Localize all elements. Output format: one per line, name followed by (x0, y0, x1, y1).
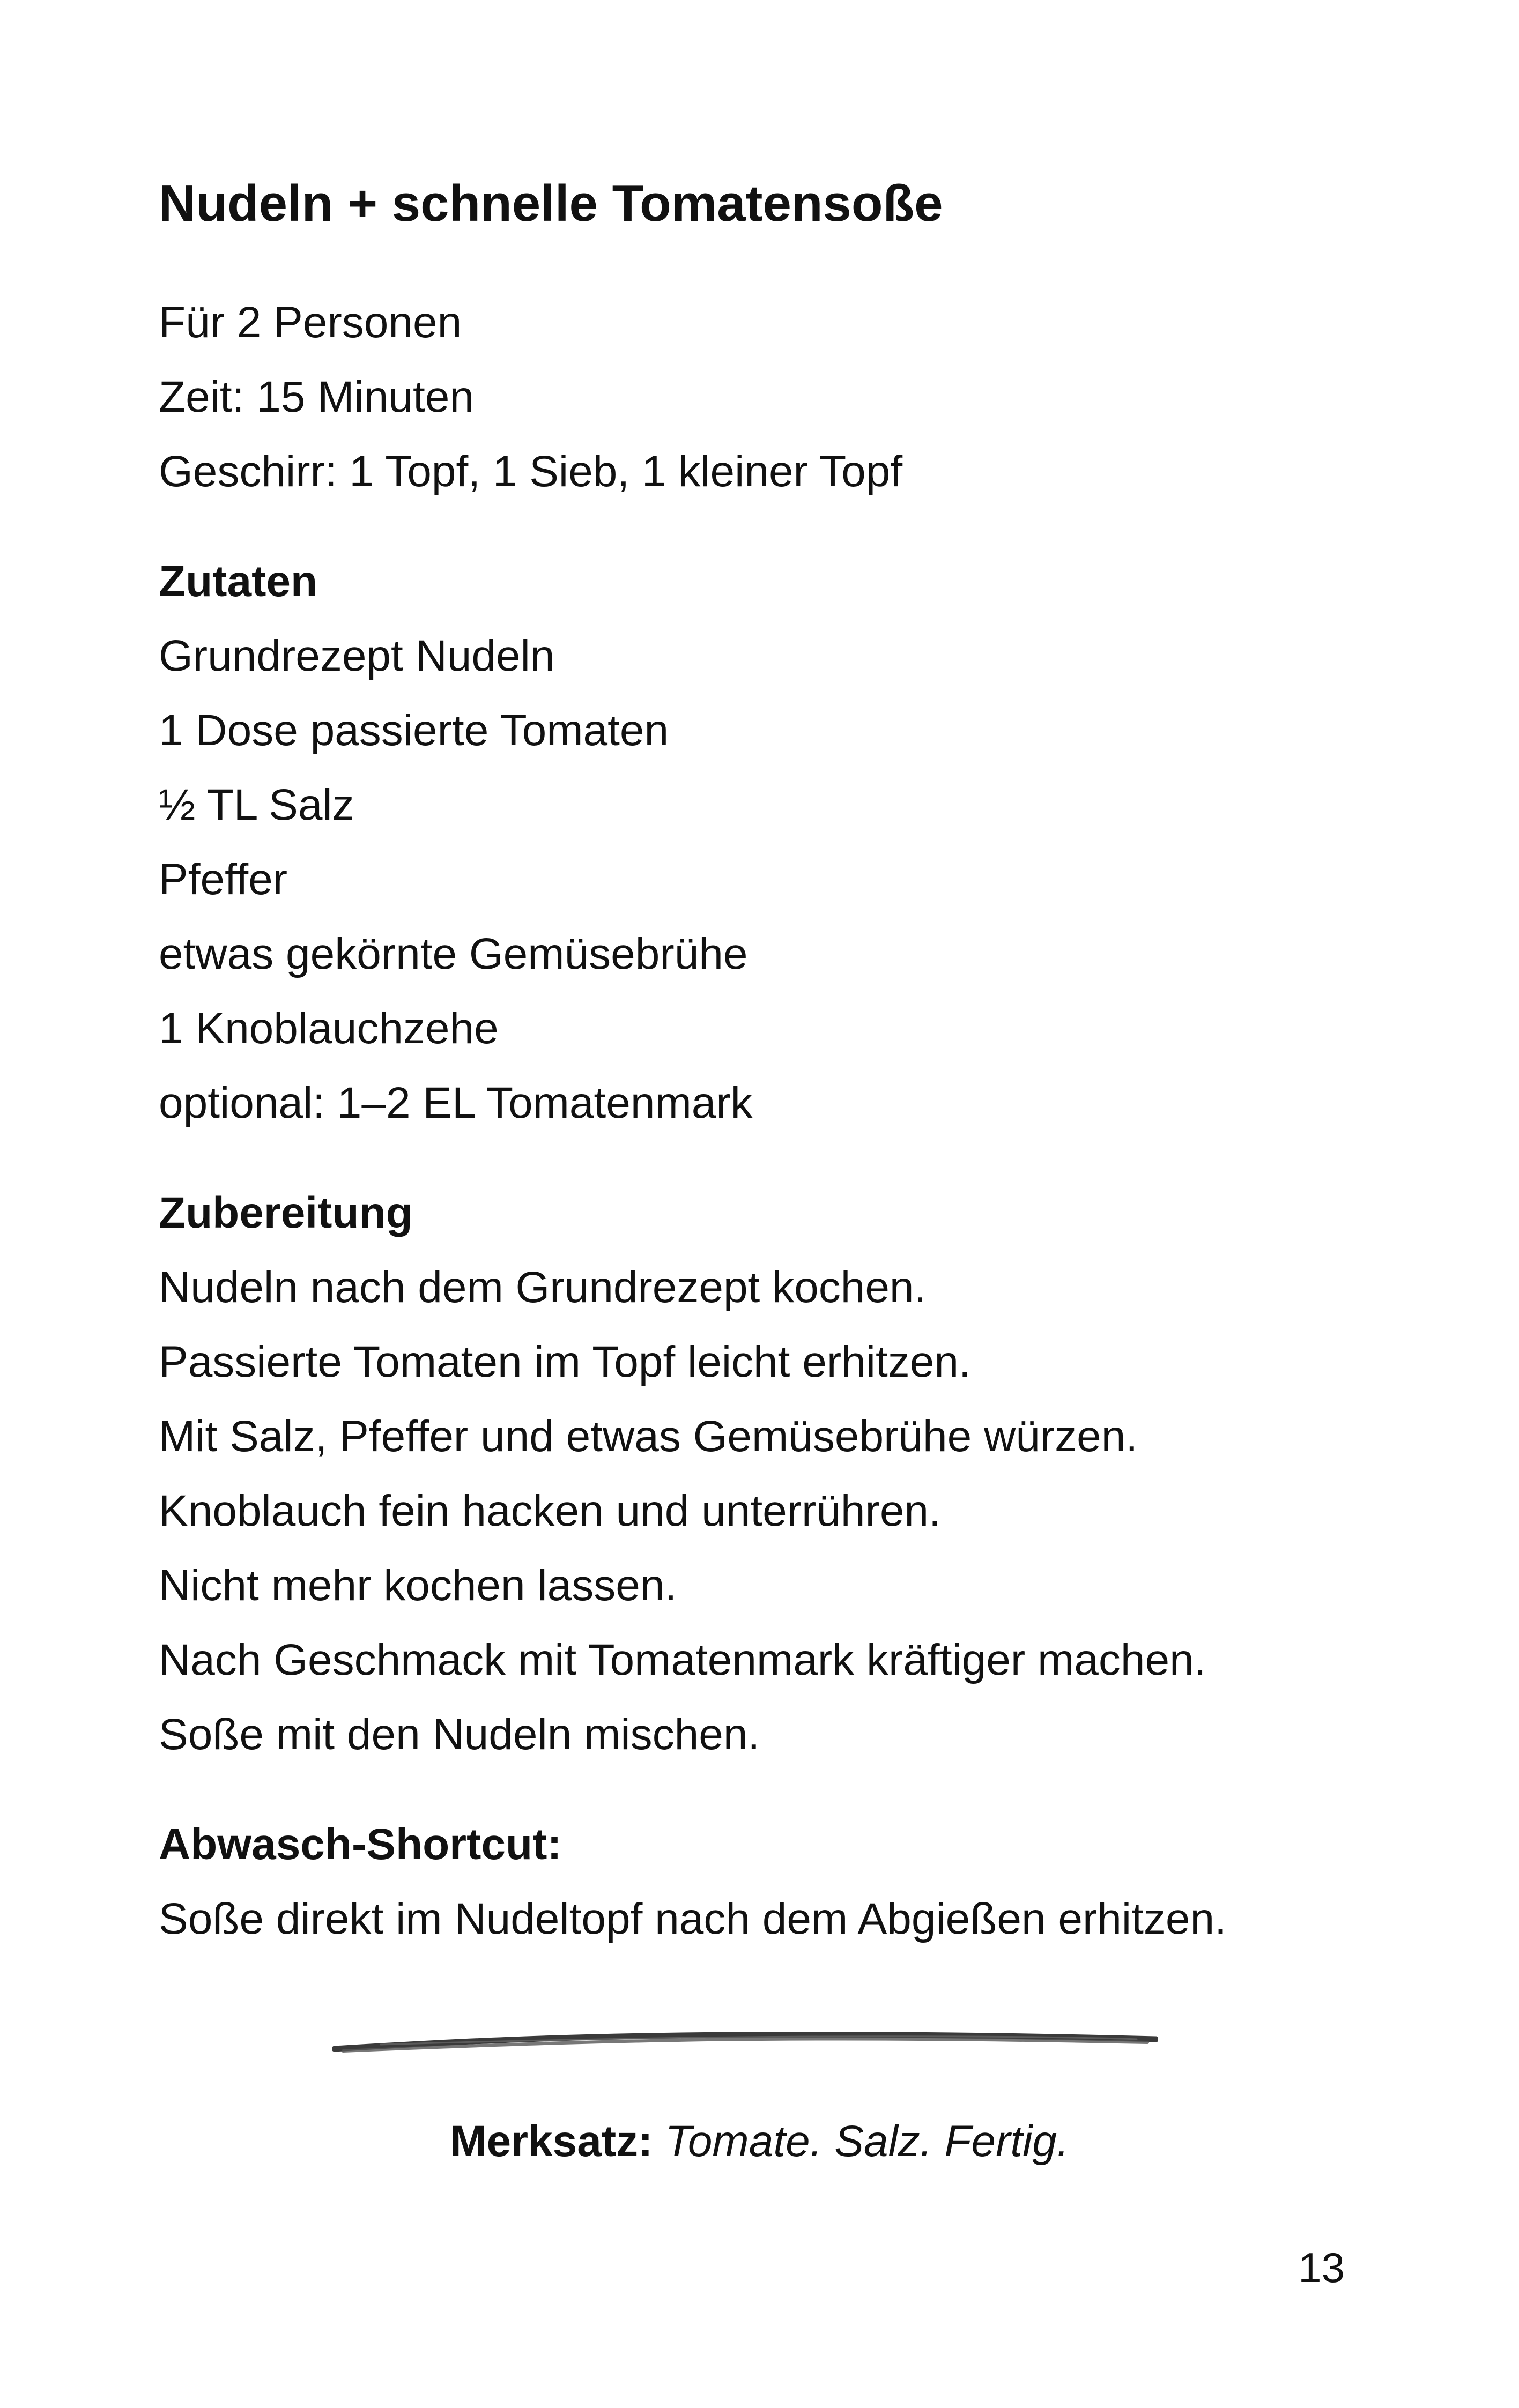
preparation-step: Nicht mehr kochen lassen. (159, 1561, 677, 1610)
meta-dishes: Geschirr: 1 Topf, 1 Sieb, 1 kleiner Topf (159, 447, 903, 496)
preparation-section (159, 1176, 1392, 1772)
motto (0, 2104, 1519, 2179)
ingredient-item: Grundrezept Nudeln (159, 631, 555, 680)
ingredients-section (159, 544, 1392, 1140)
preparation-step: Soße mit den Nudeln mischen. (159, 1710, 760, 1759)
ingredient-item: 1 Dose passierte Tomaten (159, 706, 669, 755)
ingredients-heading: Zutaten (159, 557, 318, 606)
motto-label: Merksatz: (450, 2117, 665, 2166)
preparation-step: Nudeln nach dem Grundrezept kochen. (159, 1263, 927, 1312)
recipe-title: Nudeln + schnelle Tomatensoße (159, 175, 943, 232)
preparation-step: Nach Geschmack mit Tomatenmark kräftiger machen. (159, 1636, 1206, 1684)
brush-stroke-divider (332, 2026, 1158, 2058)
preparation-step: Knoblauch fein hacken und unterrühren. (159, 1487, 941, 1535)
shortcut-section (159, 1807, 1392, 1956)
meta-servings: Für 2 Personen (159, 298, 462, 347)
preparation-step: Mit Salz, Pfeffer und etwas Gemüsebrühe würzen. (159, 1412, 1138, 1461)
shortcut-text: Soße direkt im Nudeltopf nach dem Abgießen erhitzen. (159, 1894, 1227, 1943)
ingredient-item: ½ TL Salz (159, 781, 354, 829)
preparation-heading: Zubereitung (159, 1188, 413, 1237)
ingredient-item: optional: 1–2 EL Tomatenmark (159, 1079, 753, 1127)
meta-time: Zeit: 15 Minuten (159, 373, 474, 421)
recipe-meta (159, 285, 1392, 509)
ingredient-item: Pfeffer (159, 855, 288, 904)
shortcut-heading: Abwasch-Shortcut: (159, 1820, 562, 1869)
preparation-step: Passierte Tomaten im Topf leicht erhitzen. (159, 1337, 971, 1386)
ingredient-item: etwas gekörnte Gemüsebrühe (159, 930, 748, 978)
recipe-content (159, 172, 1392, 1991)
ingredient-item: 1 Knoblauchzehe (159, 1004, 499, 1053)
page-number: 13 (1298, 2244, 1345, 2291)
motto-text: Tomate. Salz. Fertig. (665, 2117, 1069, 2166)
